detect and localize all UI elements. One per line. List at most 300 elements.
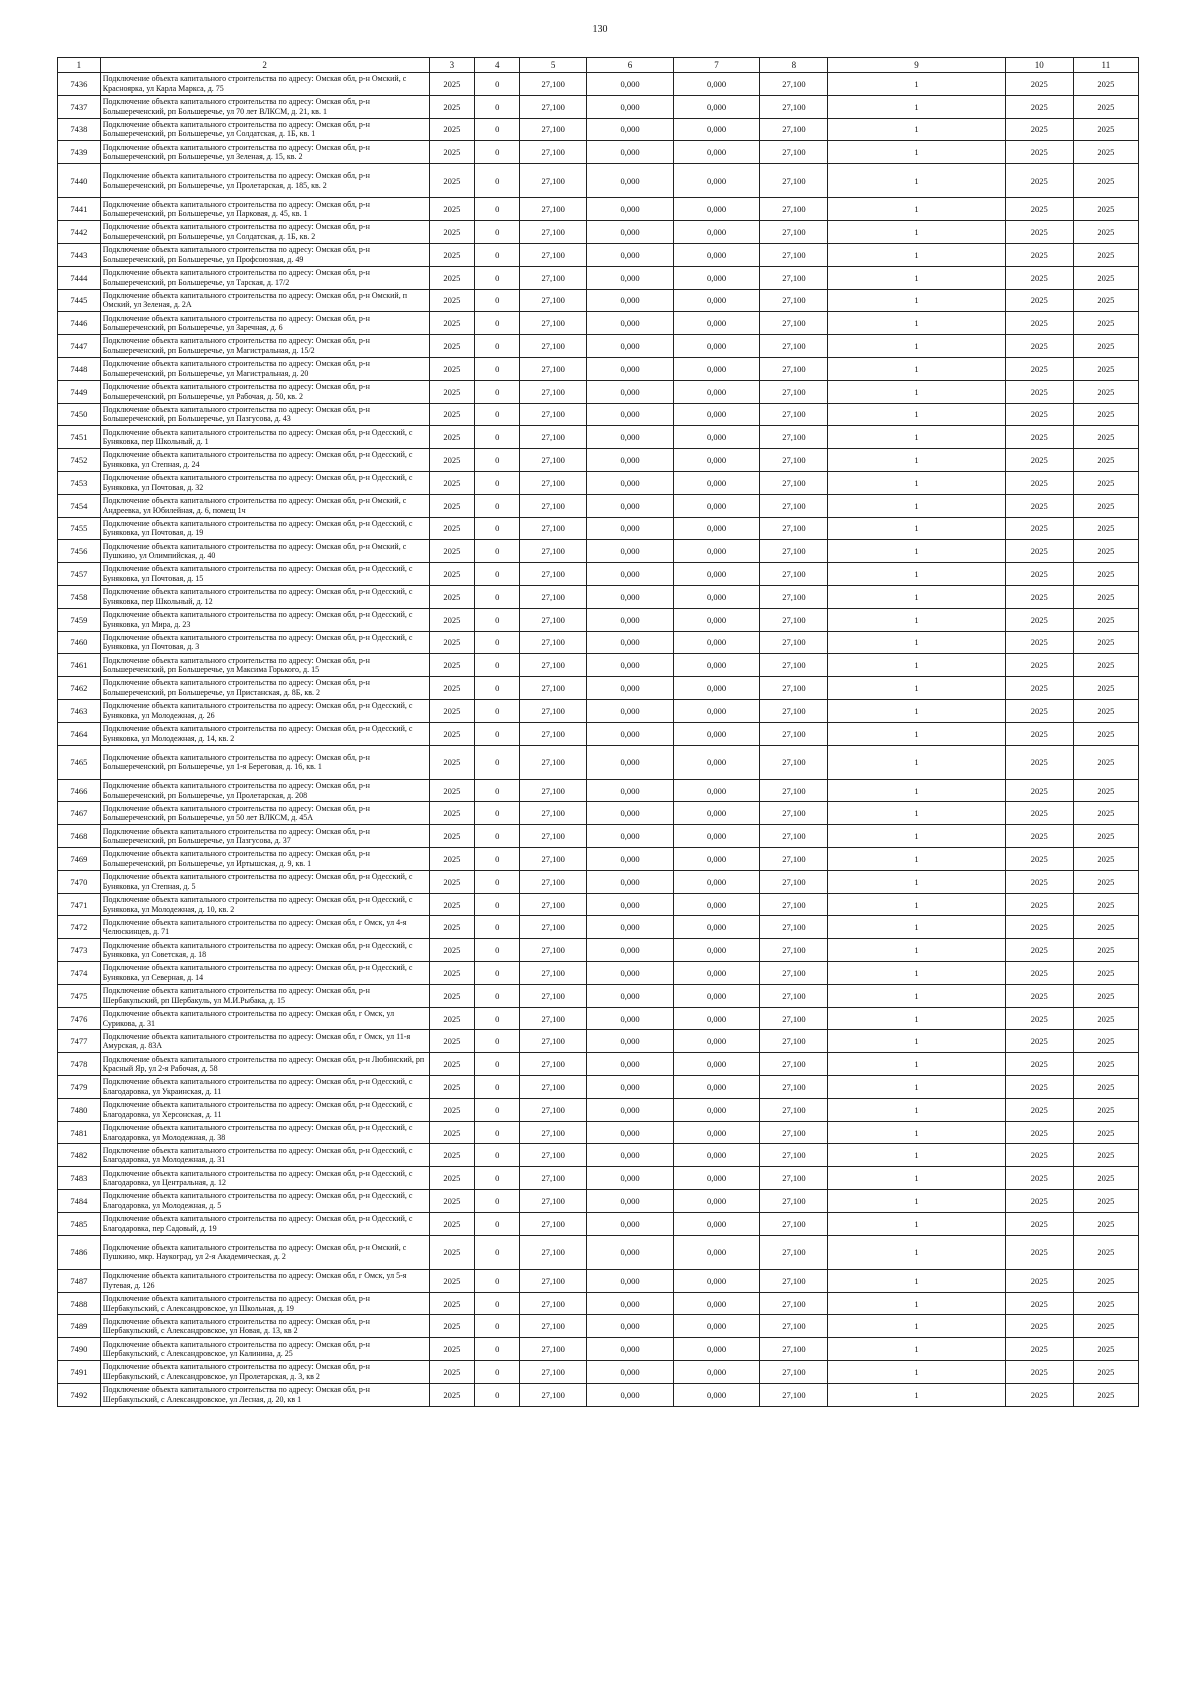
cell-c9: 1 xyxy=(828,563,1005,586)
cell-c9: 1 xyxy=(828,779,1005,802)
cell-c7: 0,000 xyxy=(673,1167,760,1190)
cell-c11: 2025 xyxy=(1073,540,1138,563)
cell-c10: 2025 xyxy=(1005,962,1073,985)
cell-c4: 0 xyxy=(475,939,520,962)
cell-c5: 27,100 xyxy=(520,1098,587,1121)
table-row xyxy=(58,1212,1139,1235)
row-description: Подключение объекта капитального строительства по адресу: Омская обл, р-н Омский, с Пушкино, ул Олимпийская, д. 40 xyxy=(100,540,429,563)
row-number: 7466 xyxy=(58,779,101,802)
table-row xyxy=(58,722,1139,745)
cell-c11: 2025 xyxy=(1073,449,1138,472)
cell-c8: 27,100 xyxy=(760,893,828,916)
cell-c7: 0,000 xyxy=(673,1030,760,1053)
table-row xyxy=(58,654,1139,677)
cell-c7: 0,000 xyxy=(673,939,760,962)
cell-c10: 2025 xyxy=(1005,335,1073,358)
cell-c4: 0 xyxy=(475,1269,520,1292)
cell-c3: 2025 xyxy=(429,403,475,426)
cell-c11: 2025 xyxy=(1073,1315,1138,1338)
row-description: Подключение объекта капитального строительства по адресу: Омская обл, р-н Большереченский, рп Большеречье, ул Иртышская, д. 9, кв. 1 xyxy=(100,848,429,871)
cell-c6: 0,000 xyxy=(587,540,674,563)
cell-c5: 27,100 xyxy=(520,164,587,198)
cell-c8: 27,100 xyxy=(760,335,828,358)
row-description: Подключение объекта капитального строительства по адресу: Омская обл, р-н Одесский, с Буняковка, ул Почтовая, д. 15 xyxy=(100,563,429,586)
row-number: 7440 xyxy=(58,164,101,198)
row-description: Подключение объекта капитального строительства по адресу: Омская обл, р-н Одесский, с Буняковка, ул Молодежная, д. 10, кв. 2 xyxy=(100,893,429,916)
cell-c5: 27,100 xyxy=(520,449,587,472)
row-number: 7472 xyxy=(58,916,101,939)
table-row xyxy=(58,312,1139,335)
row-number: 7485 xyxy=(58,1212,101,1235)
row-description: Подключение объекта капитального строительства по адресу: Омская обл, р-н Омский, с Красноярка, ул Карла Маркса, д. 75 xyxy=(100,73,429,96)
cell-c3: 2025 xyxy=(429,939,475,962)
cell-c6: 0,000 xyxy=(587,95,674,118)
cell-c3: 2025 xyxy=(429,1212,475,1235)
cell-c3: 2025 xyxy=(429,916,475,939)
cell-c3: 2025 xyxy=(429,1030,475,1053)
row-number: 7450 xyxy=(58,403,101,426)
cell-c4: 0 xyxy=(475,1121,520,1144)
cell-c5: 27,100 xyxy=(520,608,587,631)
table-row xyxy=(58,243,1139,266)
cell-c6: 0,000 xyxy=(587,962,674,985)
cell-c6: 0,000 xyxy=(587,870,674,893)
cell-c10: 2025 xyxy=(1005,631,1073,654)
table-row xyxy=(58,1121,1139,1144)
cell-c5: 27,100 xyxy=(520,1076,587,1099)
table-row xyxy=(58,164,1139,198)
table-row xyxy=(58,266,1139,289)
cell-c3: 2025 xyxy=(429,1144,475,1167)
cell-c5: 27,100 xyxy=(520,1121,587,1144)
table-row xyxy=(58,494,1139,517)
cell-c3: 2025 xyxy=(429,962,475,985)
cell-c3: 2025 xyxy=(429,449,475,472)
cell-c6: 0,000 xyxy=(587,198,674,221)
cell-c5: 27,100 xyxy=(520,357,587,380)
cell-c4: 0 xyxy=(475,802,520,825)
row-number: 7436 xyxy=(58,73,101,96)
cell-c10: 2025 xyxy=(1005,1292,1073,1315)
cell-c7: 0,000 xyxy=(673,198,760,221)
column-header-8: 8 xyxy=(760,58,828,73)
cell-c8: 27,100 xyxy=(760,289,828,312)
cell-c7: 0,000 xyxy=(673,141,760,164)
cell-c8: 27,100 xyxy=(760,403,828,426)
cell-c5: 27,100 xyxy=(520,1212,587,1235)
cell-c5: 27,100 xyxy=(520,699,587,722)
cell-c7: 0,000 xyxy=(673,118,760,141)
cell-c4: 0 xyxy=(475,1144,520,1167)
cell-c5: 27,100 xyxy=(520,870,587,893)
row-description: Подключение объекта капитального строительства по адресу: Омская обл, р-н Шербакульский, с Александровское, ул Пролетарская, д. 3, кв 2 xyxy=(100,1361,429,1384)
row-description: Подключение объекта капитального строительства по адресу: Омская обл, р-н Большереченский, рп Большеречье, ул 1-я Береговая, д. 16, кв. 1 xyxy=(100,745,429,779)
cell-c3: 2025 xyxy=(429,1269,475,1292)
row-number: 7473 xyxy=(58,939,101,962)
table-row xyxy=(58,1235,1139,1269)
cell-c8: 27,100 xyxy=(760,141,828,164)
cell-c11: 2025 xyxy=(1073,95,1138,118)
cell-c4: 0 xyxy=(475,585,520,608)
cell-c4: 0 xyxy=(475,1030,520,1053)
row-number: 7442 xyxy=(58,221,101,244)
cell-c6: 0,000 xyxy=(587,893,674,916)
cell-c6: 0,000 xyxy=(587,677,674,700)
cell-c5: 27,100 xyxy=(520,312,587,335)
cell-c10: 2025 xyxy=(1005,1121,1073,1144)
cell-c6: 0,000 xyxy=(587,699,674,722)
column-header-9: 9 xyxy=(828,58,1005,73)
cell-c6: 0,000 xyxy=(587,1269,674,1292)
cell-c6: 0,000 xyxy=(587,1098,674,1121)
row-description: Подключение объекта капитального строительства по адресу: Омская обл, р-н Большереченский, рп Большеречье, ул Парковая, д. 45, кв. 1 xyxy=(100,198,429,221)
cell-c7: 0,000 xyxy=(673,403,760,426)
cell-c6: 0,000 xyxy=(587,939,674,962)
cell-c10: 2025 xyxy=(1005,1144,1073,1167)
cell-c9: 1 xyxy=(828,1076,1005,1099)
cell-c3: 2025 xyxy=(429,984,475,1007)
row-description: Подключение объекта капитального строительства по адресу: Омская обл, р-н Одесский, с Буняковка, ул Почтовая, д. 32 xyxy=(100,471,429,494)
cell-c7: 0,000 xyxy=(673,1383,760,1406)
cell-c7: 0,000 xyxy=(673,164,760,198)
row-description: Подключение объекта капитального строительства по адресу: Омская обл, р-н Большереченский, рп Большеречье, ул Пристанская, д. 8Б, кв. 2 xyxy=(100,677,429,700)
cell-c9: 1 xyxy=(828,1235,1005,1269)
cell-c4: 0 xyxy=(475,540,520,563)
cell-c10: 2025 xyxy=(1005,870,1073,893)
cell-c6: 0,000 xyxy=(587,631,674,654)
row-number: 7447 xyxy=(58,335,101,358)
cell-c11: 2025 xyxy=(1073,471,1138,494)
cell-c6: 0,000 xyxy=(587,1292,674,1315)
row-description: Подключение объекта капитального строительства по адресу: Омская обл, р-н Одесский, с Буняковка, ул Почтовая, д. 19 xyxy=(100,517,429,540)
cell-c4: 0 xyxy=(475,779,520,802)
cell-c5: 27,100 xyxy=(520,1144,587,1167)
cell-c5: 27,100 xyxy=(520,677,587,700)
cell-c6: 0,000 xyxy=(587,289,674,312)
cell-c11: 2025 xyxy=(1073,870,1138,893)
row-number: 7475 xyxy=(58,984,101,1007)
cell-c3: 2025 xyxy=(429,1007,475,1030)
cell-c4: 0 xyxy=(475,893,520,916)
table-row xyxy=(58,677,1139,700)
table-row xyxy=(58,962,1139,985)
cell-c7: 0,000 xyxy=(673,1098,760,1121)
row-number: 7458 xyxy=(58,585,101,608)
cell-c7: 0,000 xyxy=(673,312,760,335)
row-description: Подключение объекта капитального строительства по адресу: Омская обл, р-н Одесский, с Благодаровка, ул Украинская, д. 11 xyxy=(100,1076,429,1099)
cell-c10: 2025 xyxy=(1005,266,1073,289)
cell-c7: 0,000 xyxy=(673,893,760,916)
cell-c3: 2025 xyxy=(429,631,475,654)
row-number: 7479 xyxy=(58,1076,101,1099)
cell-c6: 0,000 xyxy=(587,745,674,779)
cell-c7: 0,000 xyxy=(673,1144,760,1167)
cell-c8: 27,100 xyxy=(760,221,828,244)
cell-c3: 2025 xyxy=(429,289,475,312)
cell-c3: 2025 xyxy=(429,1315,475,1338)
cell-c4: 0 xyxy=(475,1190,520,1213)
cell-c7: 0,000 xyxy=(673,426,760,449)
cell-c5: 27,100 xyxy=(520,1007,587,1030)
cell-c7: 0,000 xyxy=(673,540,760,563)
cell-c10: 2025 xyxy=(1005,289,1073,312)
cell-c9: 1 xyxy=(828,870,1005,893)
cell-c6: 0,000 xyxy=(587,848,674,871)
cell-c3: 2025 xyxy=(429,1053,475,1076)
cell-c7: 0,000 xyxy=(673,517,760,540)
cell-c11: 2025 xyxy=(1073,677,1138,700)
row-description: Подключение объекта капитального строительства по адресу: Омская обл, р-н Большереченский, рп Большеречье, ул Пролетарская, д. 185, кв. 2 xyxy=(100,164,429,198)
cell-c3: 2025 xyxy=(429,243,475,266)
cell-c9: 1 xyxy=(828,494,1005,517)
cell-c6: 0,000 xyxy=(587,1076,674,1099)
table-row xyxy=(58,1338,1139,1361)
cell-c6: 0,000 xyxy=(587,221,674,244)
row-number: 7439 xyxy=(58,141,101,164)
cell-c3: 2025 xyxy=(429,1235,475,1269)
cell-c3: 2025 xyxy=(429,312,475,335)
cell-c5: 27,100 xyxy=(520,1361,587,1384)
cell-c9: 1 xyxy=(828,1053,1005,1076)
table-row xyxy=(58,1361,1139,1384)
cell-c10: 2025 xyxy=(1005,654,1073,677)
cell-c11: 2025 xyxy=(1073,563,1138,586)
cell-c11: 2025 xyxy=(1073,1338,1138,1361)
cell-c8: 27,100 xyxy=(760,631,828,654)
cell-c6: 0,000 xyxy=(587,335,674,358)
table-row xyxy=(58,1383,1139,1406)
cell-c5: 27,100 xyxy=(520,403,587,426)
cell-c6: 0,000 xyxy=(587,654,674,677)
cell-c4: 0 xyxy=(475,403,520,426)
cell-c9: 1 xyxy=(828,699,1005,722)
cell-c9: 1 xyxy=(828,1315,1005,1338)
cell-c3: 2025 xyxy=(429,1361,475,1384)
cell-c6: 0,000 xyxy=(587,722,674,745)
cell-c5: 27,100 xyxy=(520,221,587,244)
cell-c11: 2025 xyxy=(1073,243,1138,266)
cell-c9: 1 xyxy=(828,585,1005,608)
cell-c10: 2025 xyxy=(1005,893,1073,916)
cell-c10: 2025 xyxy=(1005,1053,1073,1076)
table-row xyxy=(58,585,1139,608)
cell-c8: 27,100 xyxy=(760,1338,828,1361)
row-description: Подключение объекта капитального строительства по адресу: Омская обл, р-н Любинский, рп Красный Яр, ул 2-я Рабочая, д. 58 xyxy=(100,1053,429,1076)
column-header-7: 7 xyxy=(673,58,760,73)
row-description: Подключение объекта капитального строительства по адресу: Омская обл, р-н Одесский, с Благодаровка, ул Молодежная, д. 38 xyxy=(100,1121,429,1144)
column-header-10: 10 xyxy=(1005,58,1073,73)
row-description: Подключение объекта капитального строительства по адресу: Омская обл, р-н Большереченский, рп Большеречье, ул Заречная, д. 6 xyxy=(100,312,429,335)
cell-c11: 2025 xyxy=(1073,1167,1138,1190)
cell-c9: 1 xyxy=(828,243,1005,266)
cell-c11: 2025 xyxy=(1073,357,1138,380)
cell-c5: 27,100 xyxy=(520,95,587,118)
cell-c9: 1 xyxy=(828,198,1005,221)
cell-c8: 27,100 xyxy=(760,1167,828,1190)
cell-c4: 0 xyxy=(475,449,520,472)
cell-c4: 0 xyxy=(475,699,520,722)
cell-c9: 1 xyxy=(828,1144,1005,1167)
cell-c4: 0 xyxy=(475,1098,520,1121)
table-body xyxy=(58,73,1139,1407)
cell-c3: 2025 xyxy=(429,745,475,779)
row-number: 7438 xyxy=(58,118,101,141)
row-description: Подключение объекта капитального строительства по адресу: Омская обл, р-н Большереченский, рп Большеречье, ул 70 лет ВЛКСМ, д. 21, кв. 1 xyxy=(100,95,429,118)
cell-c9: 1 xyxy=(828,825,1005,848)
cell-c11: 2025 xyxy=(1073,141,1138,164)
cell-c8: 27,100 xyxy=(760,471,828,494)
cell-c3: 2025 xyxy=(429,1098,475,1121)
cell-c10: 2025 xyxy=(1005,677,1073,700)
cell-c11: 2025 xyxy=(1073,1190,1138,1213)
row-number: 7441 xyxy=(58,198,101,221)
cell-c10: 2025 xyxy=(1005,1007,1073,1030)
row-description: Подключение объекта капитального строительства по адресу: Омская обл, р-н Одесский, с Буняковка, ул Молодежная, д. 26 xyxy=(100,699,429,722)
row-description: Подключение объекта капитального строительства по адресу: Омская обл, р-н Большереченский, рп Большеречье, ул Рабочая, д. 50, кв. 2 xyxy=(100,380,429,403)
cell-c5: 27,100 xyxy=(520,1167,587,1190)
cell-c9: 1 xyxy=(828,95,1005,118)
cell-c3: 2025 xyxy=(429,164,475,198)
cell-c5: 27,100 xyxy=(520,540,587,563)
cell-c7: 0,000 xyxy=(673,243,760,266)
row-description: Подключение объекта капитального строительства по адресу: Омская обл, р-н Большереченский, рп Большеречье, ул Солдатская, д. 1Б, кв. 1 xyxy=(100,118,429,141)
table-row xyxy=(58,198,1139,221)
cell-c7: 0,000 xyxy=(673,221,760,244)
row-number: 7453 xyxy=(58,471,101,494)
row-number: 7470 xyxy=(58,870,101,893)
cell-c9: 1 xyxy=(828,1121,1005,1144)
cell-c10: 2025 xyxy=(1005,608,1073,631)
cell-c9: 1 xyxy=(828,73,1005,96)
cell-c6: 0,000 xyxy=(587,1383,674,1406)
cell-c5: 27,100 xyxy=(520,289,587,312)
cell-c4: 0 xyxy=(475,563,520,586)
cell-c8: 27,100 xyxy=(760,449,828,472)
cell-c9: 1 xyxy=(828,164,1005,198)
cell-c8: 27,100 xyxy=(760,426,828,449)
cell-c7: 0,000 xyxy=(673,825,760,848)
cell-c10: 2025 xyxy=(1005,164,1073,198)
cell-c5: 27,100 xyxy=(520,631,587,654)
cell-c8: 27,100 xyxy=(760,118,828,141)
row-description: Подключение объекта капитального строительства по адресу: Омская обл, р-н Шербакульский, с Александровское, ул Школьная, д. 19 xyxy=(100,1292,429,1315)
table-row xyxy=(58,1098,1139,1121)
cell-c6: 0,000 xyxy=(587,471,674,494)
row-description: Подключение объекта капитального строительства по адресу: Омская обл, р-н Омский, п Омский, ул Зеленая, д. 2А xyxy=(100,289,429,312)
cell-c10: 2025 xyxy=(1005,1235,1073,1269)
table-row xyxy=(58,141,1139,164)
table-row xyxy=(58,1144,1139,1167)
cell-c3: 2025 xyxy=(429,848,475,871)
cell-c6: 0,000 xyxy=(587,266,674,289)
table-row xyxy=(58,1292,1139,1315)
cell-c8: 27,100 xyxy=(760,95,828,118)
cell-c11: 2025 xyxy=(1073,221,1138,244)
cell-c10: 2025 xyxy=(1005,745,1073,779)
cell-c8: 27,100 xyxy=(760,1383,828,1406)
cell-c11: 2025 xyxy=(1073,73,1138,96)
row-description: Подключение объекта капитального строительства по адресу: Омская обл, р-н Большереченский, рп Большеречье, ул Солдатская, д. 1Б, кв. 2 xyxy=(100,221,429,244)
cell-c6: 0,000 xyxy=(587,802,674,825)
cell-c9: 1 xyxy=(828,722,1005,745)
cell-c10: 2025 xyxy=(1005,1190,1073,1213)
cell-c3: 2025 xyxy=(429,1121,475,1144)
row-number: 7461 xyxy=(58,654,101,677)
cell-c6: 0,000 xyxy=(587,1167,674,1190)
cell-c11: 2025 xyxy=(1073,654,1138,677)
cell-c7: 0,000 xyxy=(673,449,760,472)
cell-c4: 0 xyxy=(475,984,520,1007)
cell-c7: 0,000 xyxy=(673,73,760,96)
cell-c9: 1 xyxy=(828,221,1005,244)
row-number: 7491 xyxy=(58,1361,101,1384)
cell-c8: 27,100 xyxy=(760,164,828,198)
cell-c5: 27,100 xyxy=(520,1315,587,1338)
cell-c7: 0,000 xyxy=(673,563,760,586)
cell-c11: 2025 xyxy=(1073,494,1138,517)
cell-c11: 2025 xyxy=(1073,335,1138,358)
cell-c9: 1 xyxy=(828,1190,1005,1213)
cell-c8: 27,100 xyxy=(760,1361,828,1384)
row-number: 7484 xyxy=(58,1190,101,1213)
cell-c5: 27,100 xyxy=(520,962,587,985)
cell-c9: 1 xyxy=(828,1361,1005,1384)
row-number: 7487 xyxy=(58,1269,101,1292)
cell-c4: 0 xyxy=(475,266,520,289)
row-description: Подключение объекта капитального строительства по адресу: Омская обл, р-н Большереченский, рп Большеречье, ул Профсоюзная, д. 49 xyxy=(100,243,429,266)
cell-c10: 2025 xyxy=(1005,141,1073,164)
table-row xyxy=(58,221,1139,244)
cell-c4: 0 xyxy=(475,745,520,779)
cell-c9: 1 xyxy=(828,471,1005,494)
row-description: Подключение объекта капитального строительства по адресу: Омская обл, р-н Одесский, с Буняковка, ул Северная, д. 14 xyxy=(100,962,429,985)
cell-c8: 27,100 xyxy=(760,962,828,985)
cell-c11: 2025 xyxy=(1073,848,1138,871)
table-row xyxy=(58,1030,1139,1053)
cell-c11: 2025 xyxy=(1073,1053,1138,1076)
cell-c3: 2025 xyxy=(429,893,475,916)
row-number: 7486 xyxy=(58,1235,101,1269)
cell-c7: 0,000 xyxy=(673,1190,760,1213)
cell-c6: 0,000 xyxy=(587,1190,674,1213)
cell-c7: 0,000 xyxy=(673,1053,760,1076)
cell-c6: 0,000 xyxy=(587,73,674,96)
cell-c10: 2025 xyxy=(1005,95,1073,118)
cell-c5: 27,100 xyxy=(520,73,587,96)
cell-c4: 0 xyxy=(475,1383,520,1406)
cell-c9: 1 xyxy=(828,1098,1005,1121)
cell-c7: 0,000 xyxy=(673,380,760,403)
cell-c10: 2025 xyxy=(1005,1361,1073,1384)
cell-c10: 2025 xyxy=(1005,779,1073,802)
cell-c6: 0,000 xyxy=(587,1144,674,1167)
table-row xyxy=(58,1053,1139,1076)
table-row xyxy=(58,1007,1139,1030)
table-row xyxy=(58,802,1139,825)
column-header-11: 11 xyxy=(1073,58,1138,73)
row-description: Подключение объекта капитального строительства по адресу: Омская обл, р-н Одесский, с Буняковка, ул Мира, д. 23 xyxy=(100,608,429,631)
cell-c4: 0 xyxy=(475,1076,520,1099)
cell-c11: 2025 xyxy=(1073,916,1138,939)
cell-c7: 0,000 xyxy=(673,984,760,1007)
cell-c5: 27,100 xyxy=(520,722,587,745)
cell-c3: 2025 xyxy=(429,654,475,677)
cell-c6: 0,000 xyxy=(587,141,674,164)
cell-c4: 0 xyxy=(475,312,520,335)
cell-c8: 27,100 xyxy=(760,563,828,586)
cell-c10: 2025 xyxy=(1005,939,1073,962)
cell-c5: 27,100 xyxy=(520,1190,587,1213)
